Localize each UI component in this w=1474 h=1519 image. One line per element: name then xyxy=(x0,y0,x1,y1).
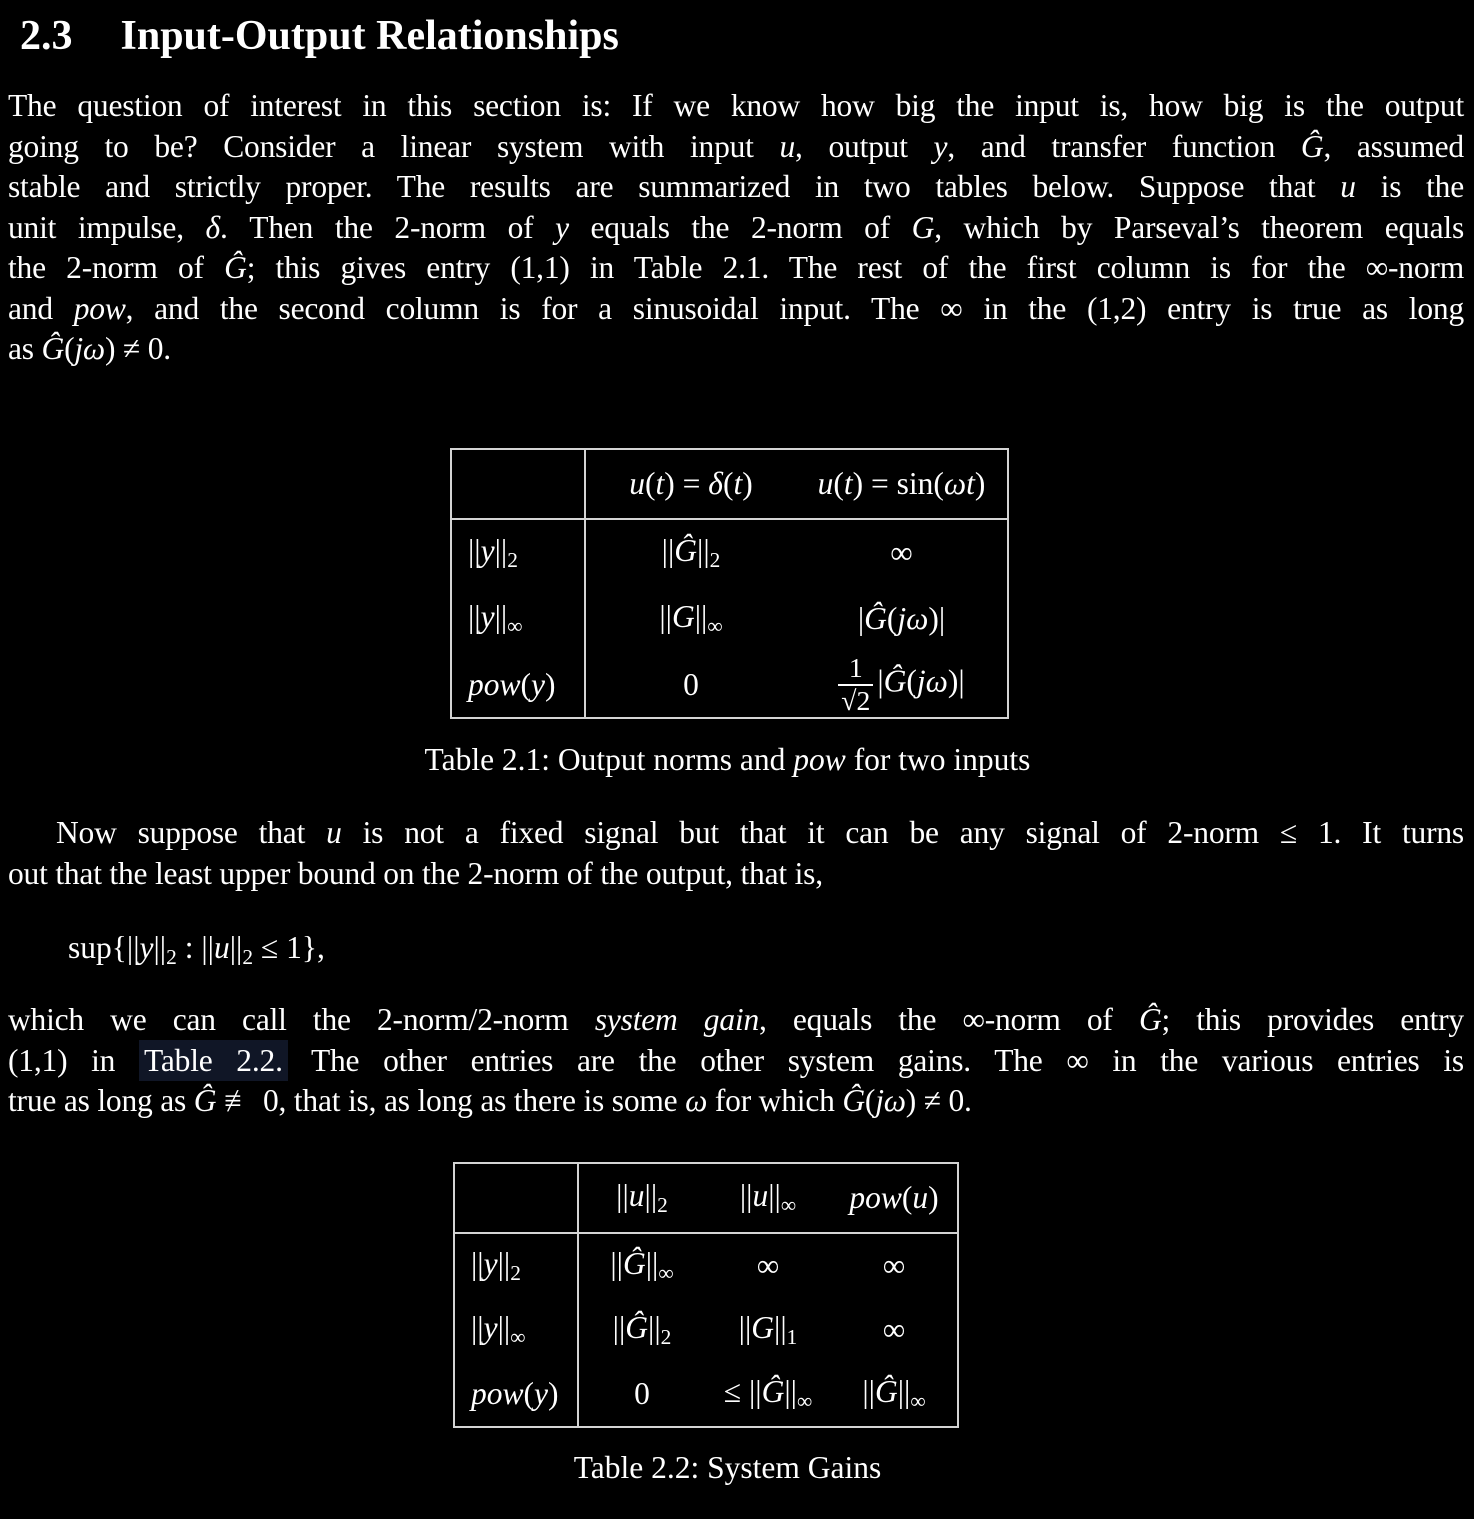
table-2-2-col-header: pow(u) xyxy=(849,1180,939,1215)
paragraph-line: unit impulse, δ. Then the 2-norm of y equals the 2-norm of G, which by Parseval’s theorem equals xyxy=(8,209,1465,245)
table-2-2 xyxy=(453,1162,959,1428)
paragraph-line: going to be? Consider a linear system with input u, output y, and transfer function Ĝ, assumed xyxy=(8,128,1464,164)
table-2-1-row-label: ||y||∞ xyxy=(468,599,523,638)
table-2-2-corner-cell xyxy=(455,1164,579,1234)
table-2-1 xyxy=(450,448,1009,719)
table-2-1-col-header: u(t) = δ(t) xyxy=(629,466,753,501)
table-2-2-cell: ||G||1 xyxy=(738,1310,798,1349)
table-2-2-col-header: ||u||2 xyxy=(616,1178,668,1217)
table-2-1-cell: |Ĝ(jω)| xyxy=(857,601,946,636)
section-number: 2.3 xyxy=(20,13,73,59)
table-2-1-caption: Table 2.1: Output norms and pow for two inputs xyxy=(424,742,1031,777)
table-2-2-row-label: ||y||2 xyxy=(471,1246,521,1285)
paragraph-line: Now suppose that u is not a fixed signal but that it can be any signal of 2-norm ≤ 1. It turns xyxy=(56,815,1464,850)
table-2-2-cell: ≤ ||Ĝ||∞ xyxy=(723,1374,813,1413)
paragraph-line: and pow, and the second column is for a sinusoidal input. The ∞ in the (1,2) entry is true as long xyxy=(8,290,1465,326)
section-title: Input-Output Relationships xyxy=(120,13,619,59)
table-2-1-cell: $\frac{1}{√2}$ |Ĝ(jω)| xyxy=(838,653,964,716)
sup-norm-equation: sup{||y||2 : ||u||2 ≤ 1}, xyxy=(68,930,325,969)
table-2-2-cell: ||Ĝ||∞ xyxy=(610,1246,674,1285)
table-2-2-cell: ∞ xyxy=(882,1312,906,1347)
paragraph-line: the 2-norm of Ĝ; this gives entry (1,1) in Table 2.1. The rest of the first column is for the ∞-norm xyxy=(8,250,1465,285)
table-2-2-row-label: ||y||∞ xyxy=(471,1310,526,1349)
paragraph-gains xyxy=(8,1000,1464,1122)
table-2-1-cell: 0 xyxy=(683,666,699,702)
paragraph-intro xyxy=(8,86,1464,370)
paragraph-line: (1,1) in Table 2.2. The other entries are the other system gains. The ∞ in the various entries is xyxy=(8,1041,1464,1082)
table-2-2-cell: ||Ĝ||∞ xyxy=(862,1374,926,1413)
paragraph-line: which we can call the 2-norm/2-norm system gain, equals the ∞-norm of Ĝ; this provides entry xyxy=(8,1002,1464,1037)
table-2-1-cell: ||Ĝ||2 xyxy=(661,533,721,572)
table-2-2-cell: ∞ xyxy=(882,1248,906,1283)
paragraph-line: The question of interest in this section is: If we know how big the input is, how big is the output xyxy=(8,88,1464,123)
table-2-1-cell: ||G||∞ xyxy=(659,599,723,638)
table-2-1-cell: ∞ xyxy=(890,535,913,570)
table-2-2-cell: ∞ xyxy=(756,1248,780,1283)
paragraph-middle xyxy=(8,813,1464,894)
paragraph-line: true as long as Ĝ ≢ 0, that is, as long as there is some ω for which Ĝ(jω) ≠ 0. xyxy=(8,1083,972,1118)
table-2-1-col-header: u(t) = sin(ωt) xyxy=(817,466,986,501)
table-2-2-cell: 0 xyxy=(634,1376,650,1411)
paragraph-line: out that the least upper bound on the 2-norm of the output, that is, xyxy=(8,855,823,891)
table-2-2-col-header: ||u||∞ xyxy=(739,1178,797,1217)
table-2-2-caption: Table 2.2: System Gains xyxy=(573,1450,882,1485)
table-2-1-row-label: ||y||2 xyxy=(468,533,518,572)
section-heading xyxy=(20,13,619,59)
paragraph-line: stable and strictly proper. The results are summarized in two tables below. Suppose that u is the xyxy=(8,169,1464,204)
table-2-1-row-label: pow(y) xyxy=(468,666,556,702)
table-2-1-corner-cell xyxy=(452,450,586,520)
table-2-2-row-label: pow(y) xyxy=(471,1376,559,1411)
table-2-2-cell: ||Ĝ||2 xyxy=(612,1310,672,1349)
paragraph-line: as Ĝ(jω) ≠ 0. xyxy=(8,331,171,366)
